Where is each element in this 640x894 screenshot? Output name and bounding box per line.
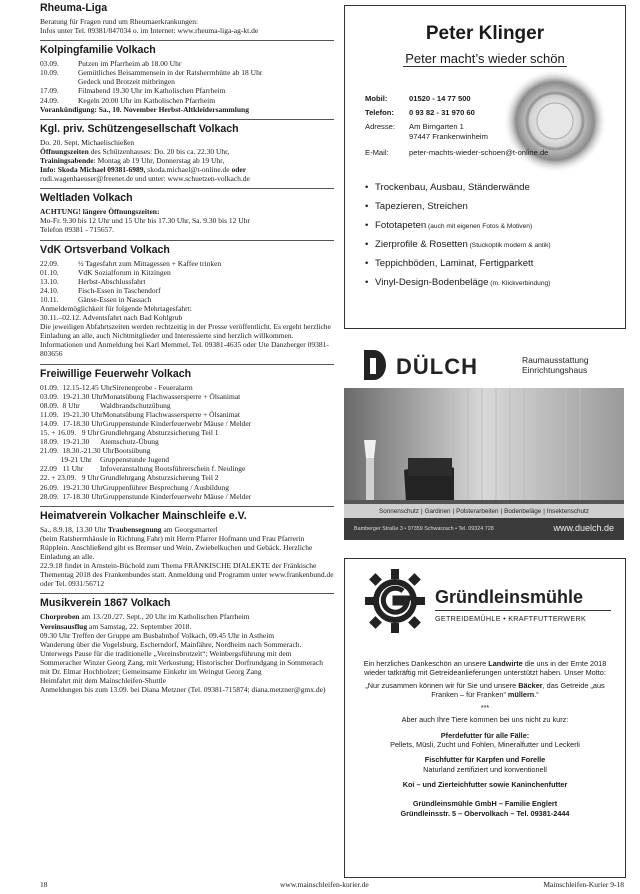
ad-title: Peter Klinger: [425, 23, 545, 44]
divider: [40, 40, 334, 41]
company-address: Gründleinsstr. 5 – Obervolkach – Tel. 09381-2444: [400, 808, 570, 818]
service-note: (auch mit eigenen Fotos & Motiven): [426, 223, 533, 230]
event-date: 18.09. 19-21.30: [40, 437, 90, 447]
service-note: (m. Klickverbindung): [488, 280, 551, 287]
event-text: Putzen im Pfarrheim ab 18.00 Uhr: [78, 59, 182, 69]
event-date: 28.09. 17-18.30 Uhr: [40, 491, 103, 501]
bullet-icon: •: [365, 201, 369, 212]
bullet-icon: •: [365, 258, 369, 269]
event-text: VdK Sozialforum in Kitzingen: [78, 267, 171, 277]
section-title: Kgl. priv. Schützengesellschaft Volkach: [40, 122, 239, 135]
section-schuetzen: [40, 123, 334, 183]
separator: |: [500, 507, 503, 515]
duelch-logo-icon: [362, 348, 388, 382]
email-link[interactable]: peter-machts-wieder-schoen@t-online.de: [409, 148, 549, 157]
product-heading: Fischfutter für Karpfen und Forelle: [424, 755, 546, 765]
bold-label: Öffnungszeiten: [40, 146, 89, 156]
event-date: 13.10.: [40, 276, 59, 286]
muehle-name: Gründleinsmühle: [435, 587, 584, 607]
service-main: Zierprofile & Rosetten: [375, 239, 468, 250]
service-main: Fototapeten: [375, 220, 427, 231]
bold-label: Bäcker: [518, 680, 543, 690]
left-column: [40, 2, 334, 699]
divider: [40, 240, 334, 241]
event-row: [40, 59, 334, 68]
text-span: am Samstag, 22. September 2018.: [87, 621, 192, 631]
section-title: Rheuma-Liga: [40, 2, 108, 14]
section-kolping: [40, 44, 334, 114]
address-line: Am Birngarten 1: [409, 122, 464, 131]
event-row: [40, 77, 334, 86]
bullet-icon: •: [365, 239, 369, 250]
bold-label: Vereinsausflug: [40, 621, 88, 631]
service-label: Bodenbeläge: [504, 507, 542, 515]
text-line: Beratung für Fragen rund um Rheumaerkrankungen:: [40, 17, 199, 26]
separator: |: [420, 507, 423, 515]
bullet-icon: •: [365, 220, 369, 231]
event-row: [40, 383, 334, 392]
contact-label: E-Mail:: [365, 148, 389, 157]
text-span: am Georgsmarterl: [161, 524, 218, 534]
event-date: 14.09. 17-18.30 Uhr: [40, 418, 103, 428]
event-date: 10.11.: [40, 294, 59, 304]
duelch-address: Bamberger Straße 3 • 97359 Schwarzach • Tel. 09324 728: [354, 526, 494, 532]
section-musikverein: [40, 597, 334, 694]
bold-label: müllern: [507, 689, 535, 699]
text-paragraph: Die jeweiligen Abfahrtszeiten werden rechtzeitig in der Presse veröffentlicht. Es ergeht herzliche Einladung an alle, auch Nichtmitglieder und Interessierte sind herzlich willkommen.: [40, 322, 331, 341]
section-title: Heimatverein Volkacher Mainschleife e.V.: [40, 509, 247, 522]
event-date: 08.09. 8 Uhr: [40, 400, 80, 410]
page-number: 18: [40, 880, 48, 889]
service-label: Insektenschutz: [546, 507, 589, 515]
text-paragraph: Anmeldungen bis zum 13.09. bei Diana Metzner (Tel. 09381-715874; diana.metzner@gmx.de): [40, 685, 326, 695]
event-row: [40, 392, 334, 401]
event-date: 26.09. 19-21.30 Uhr: [40, 482, 103, 492]
event-text: Grundlehrgang Absturzsicherung Teil 1: [100, 428, 219, 437]
separator: |: [543, 507, 545, 515]
event-text: Fisch-Essen in Taschendorf: [78, 285, 161, 295]
event-text: Gänse-Essen in Nassach: [78, 294, 152, 304]
duelch-web-link[interactable]: www.duelch.de: [553, 523, 614, 533]
event-date: 01.09. 12.15-12.45 Uhr: [40, 382, 113, 392]
event-text: Atemschutz-Übung: [100, 437, 159, 447]
service-item: [365, 274, 617, 293]
event-text: Gruppenstunde Jugend: [100, 455, 169, 465]
event-text: Monatsübung Flachwassersperre + Ölsanimat: [102, 409, 240, 419]
event-text: Sirenenprobe - Feueralarm: [112, 382, 193, 392]
duelch-tagline: Einrichtungshaus: [522, 365, 588, 375]
event-list: [40, 383, 334, 501]
divider: [40, 188, 334, 189]
service-label: Sonnenschutz: [379, 507, 419, 515]
ad-duelch: [344, 340, 624, 540]
divider: [40, 119, 334, 120]
event-row: [40, 86, 334, 95]
event-date: 22.09.: [40, 258, 59, 268]
event-row: [40, 437, 334, 446]
bold-label: Traubensegnung: [107, 524, 162, 534]
text-line: Mo-Fr. 9.30 bis 12 Uhr und 15 Uhr bis 17.30 Uhr, Sa. 9.30 bis 12 Uhr: [40, 216, 250, 226]
section-title: Musikverein 1867 Volkach: [40, 597, 171, 610]
text-span: des Schützenhauses: Do. 20 bis ca. 22.30 Uhr,: [88, 146, 230, 156]
event-text: Filmabend 19.30 Uhr im Katholischen Pfarrheim: [78, 86, 226, 96]
event-date: 22.09 11 Uhr: [40, 464, 84, 474]
event-row: [40, 410, 334, 419]
event-row: [40, 492, 334, 501]
text-span: : Montag ab 19 Uhr, Donnerstag ab 19 Uhr,: [93, 155, 225, 165]
service-item: [365, 198, 617, 217]
event-text: Kegeln 20.00 Uhr im Katholischen Pfarrheim: [78, 95, 216, 105]
event-text: Gemütliches Beisammensein in der Ratsherrnhütte ab 18 Uhr: [78, 68, 263, 78]
bullet-icon: •: [365, 277, 369, 288]
event-row: [40, 401, 334, 410]
event-text: Herbst-Abschlussfahrt: [78, 276, 146, 286]
text-span: .“: [534, 689, 539, 699]
text-span: am 13./20./27. Sept., 20 Uhr im Katholischen Pfarrheim: [79, 612, 250, 622]
service-item: [365, 236, 617, 255]
event-text: Gruppenstunde Kinderfeuerwehr Mäuse / Melder: [102, 418, 252, 428]
event-row: [40, 473, 334, 482]
text-line: rudi.wagenhaeuser@freenet.de und unter: www.schuetzen-volkach.de: [40, 174, 250, 184]
event-date: 24.09.: [40, 95, 59, 105]
event-text: Monatsübung Flachwassersperre + Ölsanimat: [102, 391, 241, 401]
service-label: Gardinen: [424, 507, 451, 515]
event-text: Gruppenführer Besprechung / Ausbildung: [102, 482, 229, 492]
product-text: Pellets, Müsli, Zucht und Fohlen, Mineralfutter und Leckerli: [390, 740, 580, 750]
event-text: Bootsübung: [114, 446, 151, 456]
event-row: [40, 268, 334, 277]
event-date: 03.09.: [40, 59, 59, 69]
text-line: 30.11.–02.12. Adventsfahrt nach Bad Kohlgrub: [40, 313, 183, 323]
event-date: [40, 77, 78, 86]
text-line: Telefon 09381 - 715657.: [40, 225, 115, 235]
phone-number: 0 93 82 - 31 970 60: [409, 108, 475, 117]
bold-label: Chorproben: [40, 612, 80, 622]
issue-label: Mainschleifen-Kurier 9-18: [543, 880, 624, 889]
event-text: Waldbrandschutzübung: [100, 400, 171, 410]
event-row: [40, 446, 334, 455]
event-list: [40, 59, 334, 104]
muehle-logo-icon: [365, 569, 425, 633]
event-row: [40, 96, 334, 105]
text-paragraph: 22.9.18 findet in Arnstein-Büchold zum Thema FRÄNKISCHE DIALEKTE der Fränkische Thementag 2018 des Frankenbundes statt. Anmeldung und Programm unter www.frankenbund.de oder Tel. 0931/56712: [40, 561, 334, 589]
contact-label: Adresse:: [365, 122, 395, 131]
separator-stars: ***: [480, 703, 490, 713]
service-main: Teppichböden, Laminat, Fertigparkett: [375, 258, 534, 269]
address-line: 97447 Frankenwinheim: [409, 132, 488, 141]
product-heading: Pferdefutter für alle Fälle:: [440, 730, 530, 740]
event-row: [40, 428, 334, 437]
section-heimatverein: [40, 510, 334, 589]
ad-slogan: Peter macht’s wieder schön: [405, 51, 565, 66]
services-list: [365, 179, 617, 293]
event-row: [40, 259, 334, 268]
service-label: Polsterarbeiten: [456, 507, 499, 515]
event-text: Infoveranstaltung Bootsführerschein f. Neulinge: [100, 464, 246, 474]
text-line: Aber auch Ihre Tiere kommen bei uns nicht zu kurz:: [401, 715, 569, 725]
services-bar: [344, 504, 624, 518]
section-title: Weltladen Volkach: [40, 192, 133, 205]
muehle-tagline: GETREIDEMÜHLE • KRAFTFUTTERWERK: [435, 614, 587, 623]
section-weltladen: [40, 192, 334, 234]
preview-text: Vorankündigung: Sa., 10. November Herbst-Altkleidersammlung: [40, 104, 249, 114]
text-span: Ein herzliches Dankeschön an unsere: [363, 659, 489, 668]
text-line: Infos unter Tel. 09381/847034 o. im Internet: www.rheuma-liga-ag-kt.de: [40, 26, 259, 36]
event-text: Gedeck und Brotzeit mitbringen: [78, 77, 175, 87]
event-row: [40, 68, 334, 77]
event-row: [40, 277, 334, 286]
product-text: Naturland zertifiziert und konventionell: [423, 764, 547, 774]
bold-label: ACHTUNG! längere Öffnungszeiten:: [40, 207, 160, 217]
event-row: [40, 419, 334, 428]
event-list: [40, 259, 334, 304]
service-item: [365, 179, 617, 198]
event-text: ½ Tagesfahrt zum Mittagessen + Kaffee trinken: [78, 258, 222, 268]
duelch-tagline: Raumausstattung: [522, 355, 589, 365]
divider: [40, 364, 334, 365]
bold-label: oder: [231, 165, 247, 175]
section-vdk: [40, 244, 334, 359]
section-feuerwehr: [40, 368, 334, 501]
text-line: Anmeldemöglichkeit für folgende Mehrtagesfahrt:: [40, 303, 192, 313]
event-row: [40, 464, 334, 473]
event-date: 21.09. 18.30.-21.30 Uhr: [40, 446, 115, 456]
event-date: 01.10.: [40, 267, 59, 277]
service-item: [365, 255, 617, 274]
service-note: (Stuckoptik modern & antik): [467, 242, 551, 249]
contact-label: Telefon:: [365, 108, 394, 117]
event-row: [40, 286, 334, 295]
contact-block: [365, 92, 548, 160]
event-text: Grundlehrgang Absturzsicherung Teil 2: [100, 473, 219, 483]
duelch-name: DÜLCH: [396, 354, 478, 379]
bold-label: Info: Skoda Michael 09381-6989,: [40, 165, 146, 175]
separator: |: [452, 507, 455, 515]
ad-gruendleinsmuehle: [344, 558, 626, 878]
bold-label: Landwirte: [488, 659, 523, 668]
event-date: 24.10.: [40, 285, 59, 295]
text-line: Do. 20. Sept. Michaelischießen: [40, 137, 135, 147]
text-paragraph: Wanderung über die Vogelsburg, Escherndorf, Mainfähre, Nordheim nach Sommerach. Unterwegs Pause für die traditionelle „Vereinsbrotzeit“; Weinbergsführung mit dem Sommeracher Winzer Georg Zang, mit Verkostung; Historischer Dorfrundgang in Sommerach mit Dr. Elmar Hochholzer; Gemeinsame Einkehr im Weingut Georg Zang: [40, 639, 323, 676]
event-row: [40, 483, 334, 492]
text-span: , das Getreide „aus Franken – für Franken“: [431, 680, 605, 699]
event-text: Gruppenstunde Kinderfeuerwehr Mäuse / Melder: [102, 491, 252, 501]
service-item: [365, 217, 617, 236]
event-date: 17.09.: [40, 86, 59, 96]
website-link[interactable]: www.mainschleifen-kurier.de: [280, 880, 369, 889]
event-date: 03.09. 19-21.30 Uhr: [40, 391, 103, 401]
event-date: 10.09.: [40, 68, 59, 78]
text-paragraph: (beim Ratsherrnhäusle in Richtung Fahr) mit Herrn Pfarrer Hofmann und Frau Pfarrerin Rüpplein. Anschließend gibt es Bremser und Wein, Zwiebelkuchen und Gebäck. Herzliche Einladung an alle.: [40, 533, 313, 562]
event-date: 22. + 23.09. 9 Uhr: [40, 473, 100, 483]
bold-label: Trainingsabende: [40, 155, 94, 165]
text-span: die uns in der Ernte 2018 wieder tatkräftig mit Getreideanlieferungen unterstützt haben. Unser Motto:: [364, 659, 607, 678]
bullet-icon: •: [365, 182, 369, 193]
service-main: Tapezieren, Streichen: [375, 201, 468, 212]
section-title: Freiwillige Feuerwehr Volkach: [40, 367, 192, 380]
ad-peter-klinger: [344, 5, 626, 329]
section-rheuma-liga: [40, 2, 334, 35]
mobile-number: 01520 - 14 77 500: [409, 94, 471, 103]
text-span: Sa., 8.9.18, 13.30 Uhr: [40, 524, 108, 534]
section-title: VdK Ortsverband Volkach: [40, 243, 170, 256]
contact-label: Mobil:: [365, 94, 388, 103]
event-date: 15. + 16.09. 9 Uhr: [40, 428, 100, 437]
section-title: Kolpingfamilie Volkach: [40, 44, 156, 57]
event-date: 19-21 Uhr: [40, 455, 92, 465]
text-line: Heimfahrt mit dem Mainschleifen-Shuttle: [40, 676, 167, 686]
email-link[interactable]: skoda.michael@t-online.de: [145, 165, 232, 175]
service-main: Vinyl-Design-Bodenbeläge: [375, 277, 489, 288]
service-main: Trockenbau, Ausbau, Ständerwände: [375, 182, 530, 193]
event-row: [40, 295, 334, 304]
company-line: Gründleinsmühle GmbH – Familie Englert: [412, 799, 558, 809]
event-row: [40, 455, 334, 464]
text-span: „Nur zusammen können wir für Sie und unsere: [365, 680, 519, 690]
text-paragraph: 09.30 Uhr Treffen der Gruppe am Busbahnhof Volkach, 09.45 Uhr in Astheim: [40, 630, 275, 640]
divider: [40, 593, 334, 594]
product-heading: Koi – und Zierteichfutter sowie Kaninchenfutter: [402, 779, 568, 789]
text-paragraph: Informationen und Anmeldung bei Karl Memmel, Tel. 09381-4635 oder Ute Danzberger 09381-803656: [40, 340, 329, 359]
event-date: 11.09. 19-21.30 Uhr: [40, 409, 103, 419]
divider: [40, 506, 334, 507]
